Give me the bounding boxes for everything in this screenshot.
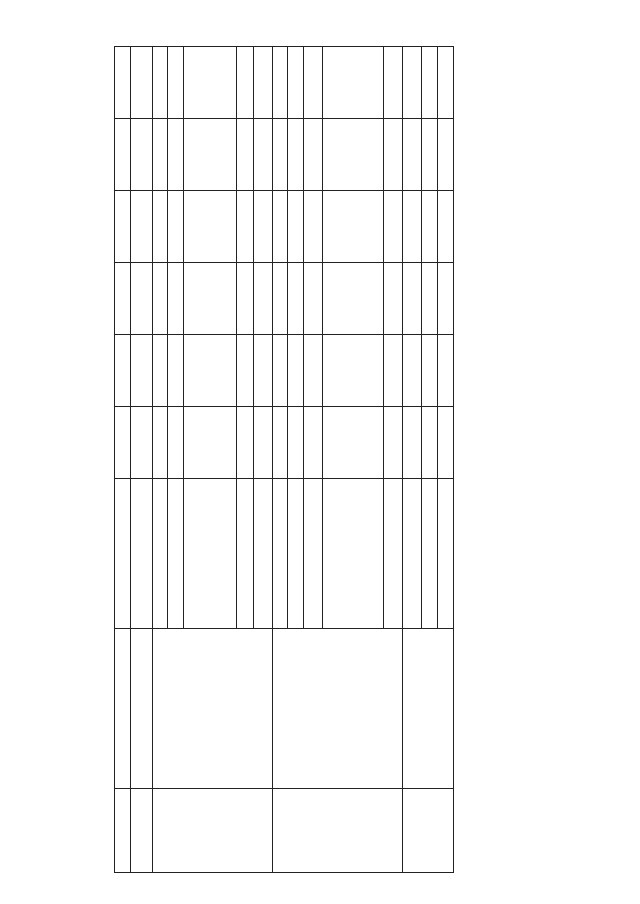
value-cell	[168, 263, 184, 335]
activity-name	[403, 789, 454, 873]
value-cell	[288, 335, 304, 407]
value-cell	[304, 407, 323, 479]
funding-source	[237, 479, 254, 629]
value-cell	[153, 191, 168, 263]
empty-cell	[131, 335, 153, 407]
funding-source	[168, 479, 184, 629]
value-cell	[168, 335, 184, 407]
value-cell	[384, 191, 403, 263]
value-cell	[323, 407, 384, 479]
continuation-row	[131, 47, 153, 873]
empty-cell	[131, 119, 153, 191]
value-cell	[273, 47, 288, 119]
activity-name	[153, 789, 273, 873]
value-cell	[438, 191, 454, 263]
table-row	[273, 47, 288, 873]
value-cell	[273, 407, 288, 479]
funding-source	[304, 479, 323, 629]
value-cell	[254, 47, 273, 119]
value-cell	[403, 191, 422, 263]
header-cell	[115, 789, 131, 873]
value-cell	[153, 263, 168, 335]
value-cell	[438, 47, 454, 119]
value-cell	[184, 335, 237, 407]
value-cell	[153, 47, 168, 119]
value-cell	[384, 47, 403, 119]
value-cell	[403, 47, 422, 119]
value-cell	[168, 407, 184, 479]
funding-source	[254, 479, 273, 629]
value-cell	[288, 263, 304, 335]
value-cell	[422, 335, 438, 407]
responsible-executor	[153, 629, 273, 789]
value-cell	[384, 335, 403, 407]
header-cell	[115, 335, 131, 407]
value-cell	[168, 191, 184, 263]
value-cell	[403, 263, 422, 335]
value-cell	[438, 335, 454, 407]
value-cell	[323, 263, 384, 335]
value-cell	[304, 47, 323, 119]
value-cell	[237, 191, 254, 263]
value-cell	[422, 47, 438, 119]
value-cell	[153, 119, 168, 191]
table-row	[403, 47, 422, 873]
value-cell	[422, 191, 438, 263]
value-cell	[288, 47, 304, 119]
value-cell	[254, 263, 273, 335]
funding-source	[288, 479, 304, 629]
header-cell	[115, 47, 131, 119]
funding-source	[384, 479, 403, 629]
funding-source	[403, 479, 422, 629]
value-cell	[153, 335, 168, 407]
header-cell	[115, 263, 131, 335]
value-cell	[422, 263, 438, 335]
value-cell	[304, 263, 323, 335]
value-cell	[438, 407, 454, 479]
value-cell	[237, 119, 254, 191]
value-cell	[273, 191, 288, 263]
value-cell	[422, 407, 438, 479]
value-cell	[184, 47, 237, 119]
funding-source	[323, 479, 384, 629]
value-cell	[184, 191, 237, 263]
value-cell	[384, 263, 403, 335]
empty-cell	[131, 191, 153, 263]
empty-cell	[131, 47, 153, 119]
value-cell	[384, 407, 403, 479]
value-cell	[254, 119, 273, 191]
value-cell	[237, 47, 254, 119]
value-cell	[184, 263, 237, 335]
value-cell	[237, 335, 254, 407]
value-cell	[168, 119, 184, 191]
value-cell	[273, 263, 288, 335]
header-cell	[115, 119, 131, 191]
continuation-text	[131, 629, 153, 789]
value-cell	[288, 119, 304, 191]
empty-cell	[131, 407, 153, 479]
header-cell	[115, 629, 131, 789]
value-cell	[254, 407, 273, 479]
value-cell	[304, 191, 323, 263]
value-cell	[254, 335, 273, 407]
empty-cell	[131, 263, 153, 335]
value-cell	[168, 47, 184, 119]
funding-source	[273, 479, 288, 629]
header-row	[115, 47, 131, 873]
funding-source	[153, 479, 168, 629]
funding-source	[438, 479, 454, 629]
table-row	[153, 47, 168, 873]
value-cell	[273, 335, 288, 407]
funding-source	[184, 479, 237, 629]
value-cell	[304, 119, 323, 191]
value-cell	[304, 335, 323, 407]
value-cell	[273, 119, 288, 191]
value-cell	[403, 407, 422, 479]
value-cell	[422, 119, 438, 191]
value-cell	[153, 407, 168, 479]
value-cell	[403, 119, 422, 191]
value-cell	[323, 335, 384, 407]
value-cell	[323, 119, 384, 191]
value-cell	[237, 407, 254, 479]
value-cell	[323, 47, 384, 119]
value-cell	[184, 407, 237, 479]
budget-table	[114, 46, 454, 873]
value-cell	[384, 119, 403, 191]
empty-cell	[131, 479, 153, 629]
responsible-executor	[403, 629, 454, 789]
value-cell	[438, 263, 454, 335]
value-cell	[438, 119, 454, 191]
activity-name	[273, 789, 403, 873]
funding-source	[422, 479, 438, 629]
value-cell	[323, 191, 384, 263]
header-cell	[115, 479, 131, 629]
value-cell	[184, 119, 237, 191]
value-cell	[237, 263, 254, 335]
value-cell	[288, 191, 304, 263]
responsible-executor	[273, 629, 403, 789]
header-cell	[115, 191, 131, 263]
value-cell	[403, 335, 422, 407]
empty-cell	[131, 789, 153, 873]
value-cell	[254, 191, 273, 263]
value-cell	[288, 407, 304, 479]
rotated-table-container	[114, 47, 530, 873]
header-cell	[115, 407, 131, 479]
